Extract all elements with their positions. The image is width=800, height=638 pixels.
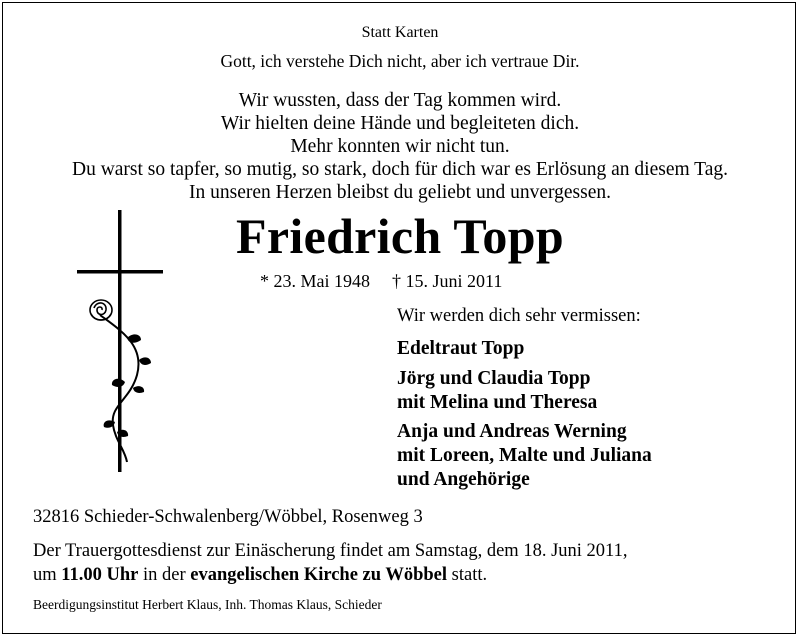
cross-with-rose-icon [75,210,175,475]
funeral-home: Beerdigungsinstitut Herbert Klaus, Inh. Thomas Klaus, Schieder [33,597,382,612]
service-time: 11.00 Uhr [61,565,139,585]
poem [0,89,800,204]
mourner-line: mit Melina und Theresa [397,392,598,413]
life-dates [260,271,502,292]
motto: Gott, ich verstehe Dich nicht, aber ich vertraue Dir. [220,51,580,71]
mourner-line: mit Loreen, Malte und Juliana [397,445,652,466]
service-place: evangelischen Kirche zu Wöbbel [190,565,448,585]
mourner-line: Anja und Andreas Werning [397,421,627,442]
poem-line: Wir hielten deine Hände und begleiteten dich. [220,113,580,134]
death-date: † 15. Juni 2011 [392,271,503,291]
service-info [33,539,627,587]
poem-line: In unseren Herzen bleibst du geliebt und unvergessen. [188,182,612,203]
mourner-entry [397,367,597,415]
miss-line: Wir werden dich sehr vermissen: [397,306,641,326]
mourner-entry [397,420,652,492]
service-prefix: um [33,565,62,585]
deceased-name: Friedrich Topp [236,208,564,264]
birth-date: * 23. Mai 1948 [260,271,370,291]
mourner-line: Jörg und Claudia Topp [397,368,591,389]
poem-line: Wir wussten, dass der Tag kommen wird. [238,90,562,111]
notice-header: Statt Karten [361,24,439,41]
mourner-line: und Angehörige [397,469,530,490]
service-line: Der Trauergottesdienst zur Einäscherung findet am Samstag, dem 18. Juni 2011, [33,541,628,561]
mourner-line: Edeltraut Topp [397,338,525,359]
service-suffix: statt. [447,565,488,585]
poem-line: Mehr konnten wir nicht tun. [290,136,510,157]
service-line [33,563,627,587]
address: 32816 Schieder-Schwalenberg/Wöbbel, Rosenweg 3 [33,507,423,527]
mourner-entry [397,337,524,361]
service-middle: in der [138,565,191,585]
poem-line: Du warst so tapfer, so mutig, so stark, doch für dich war es Erlösung an diesem Tag. [71,159,729,180]
